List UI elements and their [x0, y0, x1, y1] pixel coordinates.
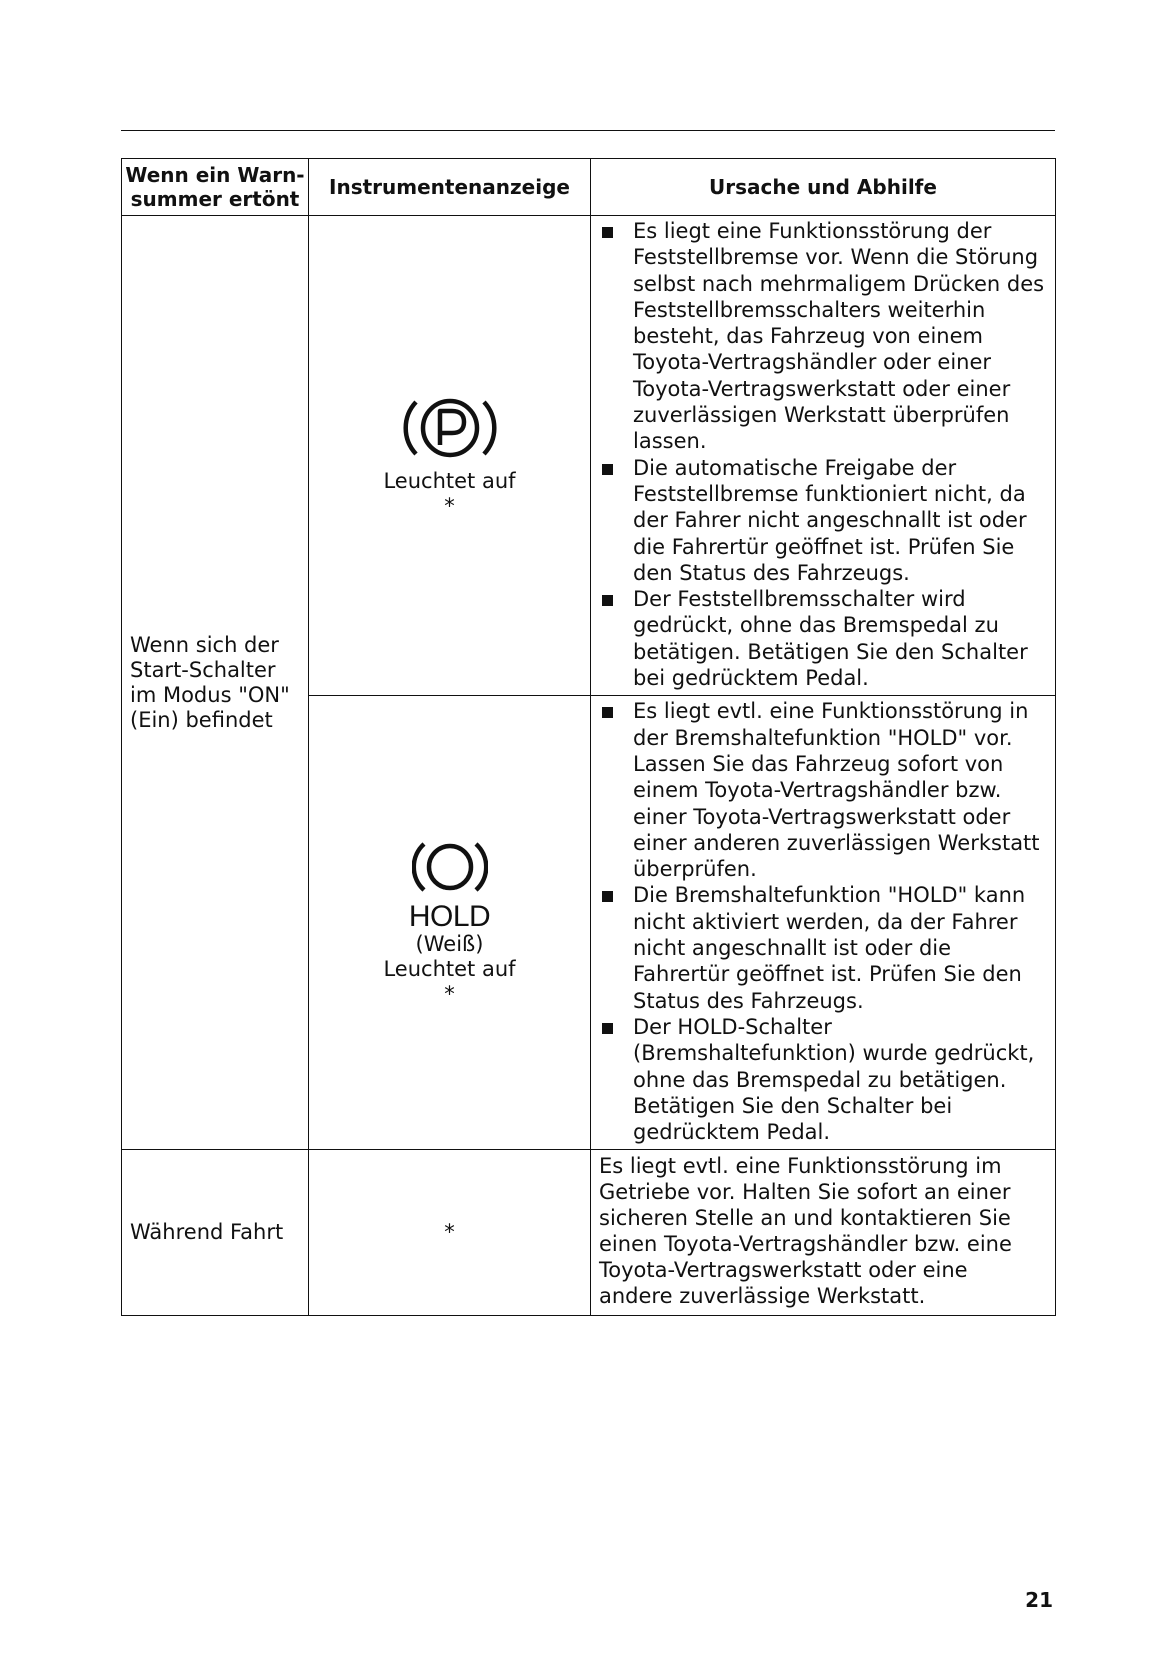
cause-cell-driving — [591, 1150, 1056, 1316]
header-condition-label: Wenn ein Warn- summer ertönt — [125, 163, 305, 211]
display-line: * — [444, 493, 455, 518]
list-item — [599, 455, 1047, 586]
bullet-square-icon — [602, 464, 613, 475]
warning-table — [121, 158, 1056, 1316]
header-cause-label: Ursache und Abhilfe — [709, 175, 937, 199]
cause-text: Der Feststellbremsschalter wird gedrückt, ohne das Bremspedal zu betätigen. Betätigen Sie den Schalter bei gedrücktem Pedal. — [633, 587, 1028, 691]
cause-list — [591, 216, 1055, 695]
page-number: 21 — [1025, 1588, 1053, 1612]
bullet-square-icon — [602, 891, 613, 902]
cause-text: Der HOLD-Schalter (Bremshaltefunktion) wurde gedrückt, ohne das Bremspedal zu betätigen. Betätigen Sie den Schalter bei gedrücktem Pedal. — [633, 1014, 1035, 1145]
display-line: Leuchtet auf — [383, 957, 516, 982]
list-item — [599, 882, 1047, 1013]
list-item — [599, 1014, 1047, 1145]
cause-text: Die Bremshaltefunktion "HOLD" kann nicht aktiviert werden, da der Fahrer nicht angeschnallt ist oder die Fahrertür geöffnet ist. Prüfen Sie den Status des Fahrzeugs. — [633, 883, 1026, 1013]
cause-cell-brake-hold — [591, 696, 1056, 1150]
display-cell-parking-brake — [309, 216, 591, 696]
header-display-label: Instrumentenanzeige — [329, 175, 570, 199]
display-cell-driving — [309, 1150, 591, 1316]
display-line: Leuchtet auf — [383, 468, 516, 493]
condition-cell-driving — [122, 1150, 309, 1316]
display-cell-brake-hold — [309, 696, 591, 1150]
bullet-square-icon — [602, 595, 613, 606]
header-display — [309, 159, 591, 216]
header-cause — [591, 159, 1056, 216]
table-row — [122, 1150, 1056, 1316]
cause-cell-parking-brake — [591, 216, 1056, 696]
bullet-square-icon — [602, 1023, 613, 1034]
condition-cell-start-switch — [122, 216, 309, 1150]
table-header-row — [122, 159, 1056, 216]
table-row — [122, 216, 1056, 696]
cause-text: Die automatische Freigabe der Feststellbremse funktioniert nicht, da der Fahrer nicht angeschnallt ist oder die Fahrertür geöffnet ist. Prüfen Sie den Status des Fahrzeugs. — [633, 455, 1027, 585]
cause-text: Es liegt eine Funktionsstörung der Feststellbremse vor. Wenn die Störung selbst nach mehrmaligem Drücken des Feststellbremsschalters weiterhin besteht, das Fahrzeug von einem Toyota-Vertragshändler oder einer Toyota-Vertragswerkstatt oder einer zuverlässigen Werkstatt überprüfen lassen. — [633, 219, 1045, 454]
display-line: * — [444, 982, 455, 1007]
condition-text: Wenn sich der Start-Schalter im Modus "ON" (Ein) befindet — [130, 632, 290, 732]
list-item — [599, 218, 1047, 455]
parking-brake-icon — [402, 393, 498, 469]
bullet-square-icon — [602, 707, 613, 718]
cause-text: Es liegt evtl. eine Funktionsstörung in der Bremshaltefunktion "HOLD" vor. Lassen Sie das Fahrzeug sofort von einem Toyota-Vertragshändler bzw. einer Toyota-Vertragswerkstatt oder einer anderen zuverlässigen Werkstatt überprüfen. — [633, 699, 1040, 882]
cause-text: Es liegt evtl. eine Funktionsstörung im Getriebe vor. Halten Sie sofort an einer sicheren Stelle an und kontaktieren Sie einen Toyota-Vertragshändler bzw. eine Toyota-Vertragswerkstatt oder eine andere zuverlässige Werkstatt. — [599, 1154, 1012, 1309]
display-line: * — [444, 1220, 455, 1245]
list-item — [599, 698, 1047, 882]
list-item — [599, 586, 1047, 691]
condition-text: Während Fahrt — [130, 1220, 284, 1245]
header-condition — [122, 159, 309, 216]
top-rule — [121, 130, 1055, 131]
cause-list — [591, 696, 1055, 1149]
hold-label: HOLD — [408, 900, 491, 934]
display-line: (Weiß) — [415, 932, 484, 957]
brake-hold-icon — [412, 838, 488, 902]
bullet-square-icon — [602, 227, 613, 238]
